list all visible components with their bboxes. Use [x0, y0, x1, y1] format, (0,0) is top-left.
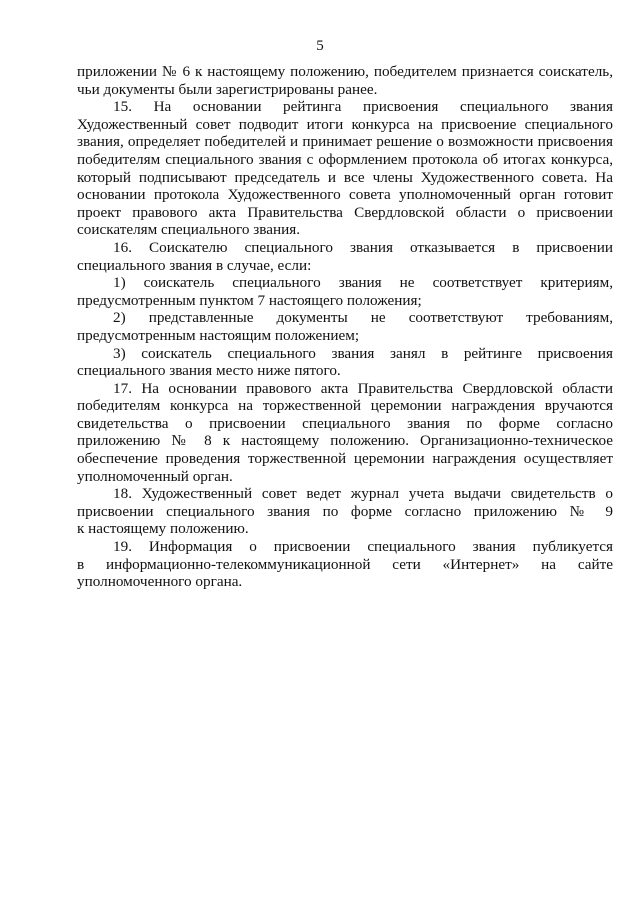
- paragraph-19: [77, 538, 613, 591]
- text-line: приложению № 8 к настоящему положению. Организационно-техническое: [77, 432, 613, 450]
- paragraph-16: [77, 239, 613, 274]
- text-line: свидетельства о присвоении специального звания по форме согласно: [77, 414, 613, 432]
- text-line: победителям специального звания с оформлением протокола об итогах конкурса,: [77, 150, 613, 168]
- paragraph-16-item-3: [77, 345, 613, 380]
- paragraph-18: [77, 485, 613, 538]
- paragraph-16-item-2: [77, 309, 613, 344]
- text-line: 15. На основании рейтинга присвоения специального звания: [113, 98, 613, 116]
- paragraph-16-item-1: [77, 274, 613, 309]
- document-body: [77, 63, 613, 591]
- text-line: предусмотренным настоящим положением;: [77, 326, 360, 344]
- text-line: 3) соискатель специального звания занял в рейтинге присвоения: [113, 344, 613, 362]
- text-line: звания, определяет победителей и принимает решение о возможности присвоения: [77, 133, 613, 151]
- text-line: уполномоченного органа.: [77, 573, 243, 591]
- text-line: предусмотренным пунктом 7 настоящего положения;: [77, 291, 422, 309]
- text-line: к настоящему положению.: [77, 520, 249, 538]
- text-line: чьи документы были зарегистрированы ранее.: [77, 80, 378, 98]
- text-line: 1) соискатель специального звания не соответствует критериям,: [113, 274, 613, 292]
- page-number: 5: [316, 38, 324, 54]
- text-line: соискателям специального звания.: [77, 221, 301, 239]
- text-line: в информационно-телекоммуникационной сети «Интернет» на сайте: [77, 555, 613, 573]
- text-line: приложении № 6 к настоящему положению, победителем признается соискатель,: [77, 63, 613, 80]
- text-line: 16. Соискателю специального звания отказывается в присвоении: [113, 238, 613, 256]
- text-line: победителям конкурса на торжественной церемонии награждения вручаются: [77, 397, 613, 415]
- text-line: 2) представленные документы не соответствуют требованиям,: [113, 309, 613, 327]
- text-line: уполномоченный орган.: [77, 467, 233, 485]
- text-line: специального звания место ниже пятого.: [77, 362, 341, 380]
- text-line: обеспечение проведения торжественной церемонии награждения осуществляет: [77, 450, 613, 468]
- text-line: 18. Художественный совет ведет журнал учета выдачи свидетельств о: [113, 485, 613, 503]
- text-line: основании протокола Художественного совета уполномоченный орган готовит: [77, 186, 613, 204]
- paragraph-continuation: [77, 63, 613, 98]
- text-line: 19. Информация о присвоении специального звания публикуется: [113, 538, 613, 556]
- text-line: 17. На основании правового акта Правительства Свердловской области: [113, 379, 613, 397]
- paragraph-15: [77, 98, 613, 239]
- text-line: который подписывают председатель и все члены Художественного совета. На: [77, 168, 613, 186]
- text-line: присвоении специального звания по форме согласно приложению № 9: [77, 502, 613, 520]
- text-line: специального звания в случае, если:: [77, 256, 312, 274]
- text-line: проект правового акта Правительства Свердловской области о присвоении: [77, 203, 613, 221]
- text-line: Художественный совет подводит итоги конкурса на присвоение специального: [77, 115, 613, 133]
- paragraph-17: [77, 380, 613, 486]
